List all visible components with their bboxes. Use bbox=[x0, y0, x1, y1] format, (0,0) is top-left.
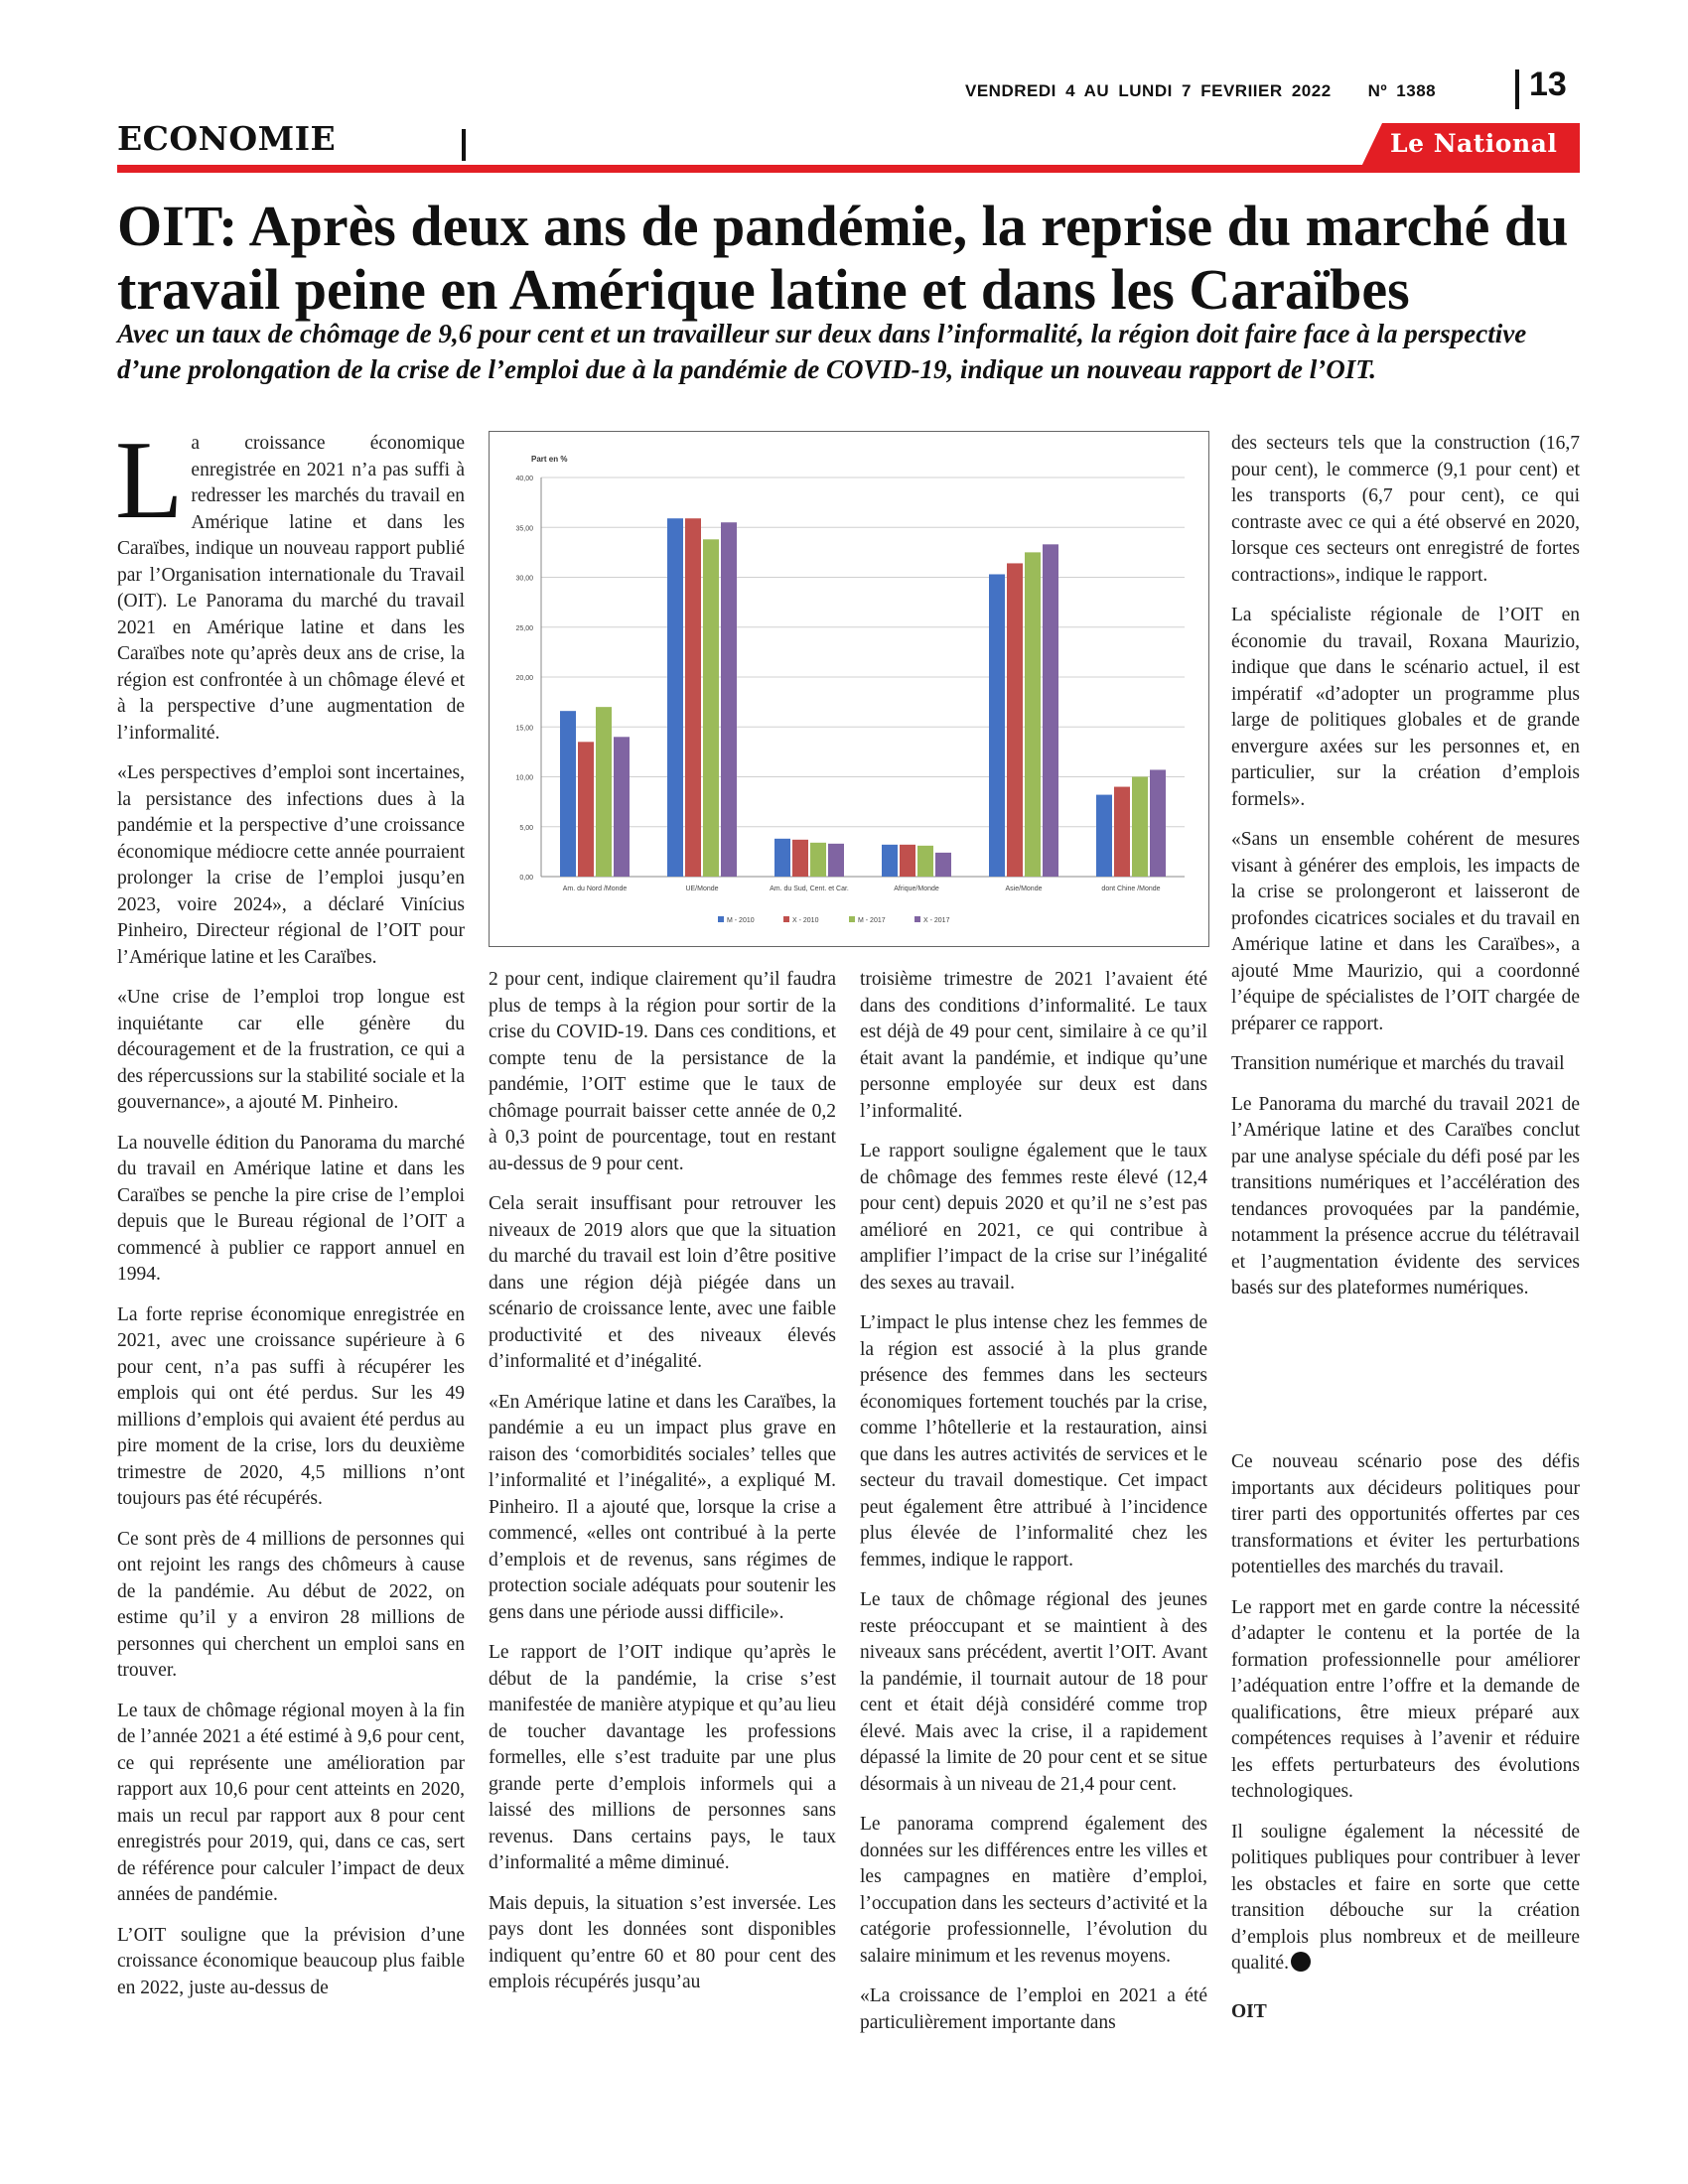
bar bbox=[882, 845, 898, 877]
paragraph: La spécialiste régionale de l’OIT en économie du travail, Roxana Maurizio, indique que dans le scénario actuel, il est impératif «d’adopter un programme plus large de politiques globales et de grande envergure axées sur les personnes et, en particulier, sur la création d’emplois formels». bbox=[1231, 605, 1580, 810]
page-number: 13 bbox=[1529, 66, 1567, 103]
paragraph: Le rapport de l’OIT indique qu’après le début de la pandémie, la crise s’est manifestée de manière atypique et qu’au lieu de toucher davantage les professions formelles, elle s’est traduite par une plus grande perte d’emplois informels qui a laissé des millions de personnes sans revenus. Dans certains pays, le taux d’informalité a même diminué. bbox=[489, 1642, 836, 1873]
article-signature: OIT bbox=[1231, 2000, 1267, 2022]
legend-label: X - 2017 bbox=[923, 917, 950, 924]
header-rule bbox=[117, 165, 1580, 173]
paragraph: La forte reprise économique enregistrée en 2021, avec une croissance supérieure à 6 pour cent, n’a pas suffi à récupérer les emplois qui ont été perdus. Sur les 49 millions d’emplois qui avaient été perdus au pire moment de la crise, lors du deuxième trimestre de 2020, 4,5 millions n’ont toujours pas été récupérés. bbox=[117, 1303, 465, 1509]
bar bbox=[900, 845, 915, 877]
paragraph: L’OIT souligne que la prévision d’une croissance économique beaucoup plus faible en 2022, juste au-dessus de bbox=[117, 1924, 465, 1998]
y-tick-label: 30,00 bbox=[515, 575, 533, 583]
brand-logo: Le National bbox=[1390, 129, 1558, 158]
paragraph: Ce nouveau scénario pose des défis importants aux décideurs politiques pour tirer parti des opportunités offertes par ces transformations et éviter les perturbations potentielles des marchés du travail. bbox=[1231, 1451, 1580, 1577]
bar bbox=[578, 742, 594, 877]
y-tick-label: 25,00 bbox=[515, 624, 533, 632]
paragraph: «Les perspectives d’emploi sont incertaines, la persistance des infections dues à la pandémie et la perspective d’une croissance économique médiocre cette année pourraient prolonger la crise de l’emploi jusqu’en 2023, voire 2024», a déclaré Vinícius Pinheiro, Directeur régional de l’OIT pour l’Amérique latine et les Caraïbes. bbox=[117, 762, 465, 968]
drop-cap: L bbox=[115, 419, 184, 542]
paragraph: Cela serait insuffisant pour retrouver les niveaux de 2019 alors que que la situation du marché du travail est loin d’être positive dans une région déjà piégée dans un scénario de croissance lente, avec une faible productivité et des niveaux élevés d’informalité et d’inégalité. bbox=[489, 1193, 836, 1372]
bar bbox=[560, 711, 576, 877]
dateline bbox=[965, 81, 1436, 101]
legend-label: X - 2010 bbox=[792, 917, 819, 924]
article-headline: OIT: Après deux ans de pandémie, la reprise du marché du travail peine en Amérique latine et dans les Caraïbes bbox=[117, 194, 1569, 322]
article-standfirst: Avec un taux de chômage de 9,6 pour cent et un travailleur sur deux dans l’informalité, la région doit faire face à la perspective d’une prolongation de la crise de l’emploi due à la pandémie de COVID-19, indique un nouveau rapport de l’OIT. bbox=[117, 319, 1527, 384]
bar bbox=[667, 518, 683, 877]
legend-swatch bbox=[849, 916, 855, 922]
paragraph: Le rapport met en garde contre la nécessité d’adapter le contenu et la portée de la formation professionnelle pour améliorer l’adéquation entre l’offre et la demande de qualifications, être mieux préparé aux compétences requises à l’avenir et réduire les effets perturbateurs des évolutions technologiques. bbox=[1231, 1596, 1580, 1802]
legend-swatch bbox=[783, 916, 789, 922]
date-text: VENDREDI 4 AU LUNDI 7 FEVRIIER 2022 bbox=[965, 81, 1332, 100]
bar bbox=[1114, 787, 1130, 877]
paragraph: Le Panorama du marché du travail 2021 de l’Amérique latine et des Caraïbes conclut par une analyse spéciale du défi posé par les transitions numériques et l’accélération des tendances provoquées par la pandémie, notamment la présence accrue du télétravail et l’augmentation évidente des services basés sur des plateformes numériques. bbox=[1231, 1093, 1580, 1298]
bar bbox=[685, 518, 701, 877]
end-mark-icon bbox=[1291, 1952, 1311, 1972]
paragraph: La croissance économique enregistrée en 2021 n’a pas suffi à redresser les marchés du travail en Amérique latine et dans les Caraïbes, indique un nouveau rapport publié par l’Organisation internationale du Travail (OIT). Le Panorama du marché du travail 2021 en Amérique latine et dans les Caraïbes note qu’après deux ans de crise, la région est confrontée à un chômage élevé et à la perspective d’une augmentation de l’informalité. bbox=[115, 419, 465, 744]
x-tick-label: Am. du Sud, Cent. et Car. bbox=[770, 886, 849, 892]
bar bbox=[721, 522, 737, 877]
article-column-4-continued bbox=[1231, 1449, 1580, 2039]
x-tick-label: Am. du Nord /Monde bbox=[562, 886, 628, 892]
paragraph: troisième trimestre de 2021 l’avaient été dans des conditions d’informalité. Le taux est déjà de 49 pour cent, similaire à ce qu’il était avant la pandémie, et indique qu’une personne employée sur deux est dans l’informalité. bbox=[860, 969, 1207, 1122]
bar bbox=[1043, 544, 1058, 877]
bar bbox=[1150, 769, 1166, 877]
x-tick-label: Afrique/Monde bbox=[894, 886, 939, 892]
paragraph: Mais depuis, la situation s’est inversée. Les pays dont les données sont disponibles indiquent qu’entre 60 et 80 pour cent des emplois récupérés jusqu’au bbox=[489, 1892, 836, 1992]
legend-label: M - 2010 bbox=[727, 917, 755, 924]
page-number-divider bbox=[1515, 69, 1519, 109]
legend-label: M - 2017 bbox=[858, 917, 886, 924]
bar bbox=[1132, 777, 1148, 878]
bar-chart bbox=[489, 431, 1209, 947]
bar bbox=[792, 840, 808, 877]
bar bbox=[917, 846, 933, 877]
bar bbox=[774, 839, 790, 877]
y-tick-label: 5,00 bbox=[519, 824, 533, 832]
paragraph: Le rapport souligne également que le taux de chômage des femmes reste élevé (12,4 pour cent) depuis 2020 et qu’il ne s’est pas amélioré en 2021, ce qui contribue à amplifier l’impact de la crise sur l’inégalité des sexes au travail. bbox=[860, 1141, 1207, 1294]
y-tick-label: 0,00 bbox=[519, 875, 533, 882]
y-tick-label: 10,00 bbox=[515, 774, 533, 782]
paragraph: Il souligne également la nécessité de politiques publiques pour contribuer à lever les obstacles et faire en sorte que cette transition débouche sur la création d’emplois plus nombreux et de meilleure qualité. bbox=[1231, 1821, 1580, 1974]
paragraph: L’impact le plus intense chez les femmes de la région est associé à la plus grande présence des femmes dans les secteurs économiques fortement touchés par la crise, comme l’hôtellerie et la restauration, ainsi que dans les autres activités de services et le secteur du travail domestique. Cet impact peut également être attribué à l’incidence plus élevée de l’informalité chez les femmes, indique le rapport. bbox=[860, 1312, 1207, 1570]
paragraph: Le taux de chômage régional des jeunes reste préoccupant et se maintient à des niveaux sans précédent, avertit l’OIT. Avant la pandémie, il tournait autour de 18 pour cent et était déjà considéré comme trop élevé. Mais avec la crise, il a rapidement dépassé la limite de 20 pour cent et se situe désormais à un niveau de 21,4 pour cent. bbox=[860, 1589, 1207, 1795]
paragraph: «La croissance de l’emploi en 2021 a été particulièrement importante dans bbox=[860, 1985, 1207, 2033]
article-column-3 bbox=[860, 967, 1207, 2050]
y-axis-label: Part en % bbox=[531, 455, 568, 464]
paragraph: des secteurs tels que la construction (16,7 pour cent), le commerce (9,1 pour cent) et les transports (6,7 pour cent), ce qui contraste avec ce qui a été observé en 2020, lorsque ces secteurs ont enregistré de fortes contractions», indique le rapport. bbox=[1231, 433, 1580, 586]
bar bbox=[1096, 795, 1112, 877]
legend-swatch bbox=[914, 916, 920, 922]
chart-svg bbox=[490, 432, 1208, 946]
issue-number: Nº 1388 bbox=[1367, 81, 1437, 100]
subheading: Transition numérique et marchés du travail bbox=[1231, 1053, 1565, 1074]
section-divider bbox=[462, 129, 466, 161]
bar bbox=[596, 707, 612, 877]
bar bbox=[828, 844, 844, 877]
paragraph: 2 pour cent, indique clairement qu’il faudra plus de temps à la région pour sortir de la crise du COVID-19. Dans ces conditions, et compte tenu de la persistance de la pandémie, l’OIT estime que le taux de chômage pourrait baisser cette année de 0,2 à 0,3 point de pourcentage, tout en restant au-dessus de 9 pour cent. bbox=[489, 969, 836, 1174]
x-tick-label: dont Chine /Monde bbox=[1101, 886, 1161, 892]
paragraph: Le taux de chômage régional moyen à la fin de l’année 2021 a été estimé à 9,6 pour cent, ce qui représente une amélioration par rapport aux 10,6 pour cent atteints en 2020, mais un recul par rapport aux 8 pour cent enregistrés pour 2019, qui, dans ce cas, sert de référence pour calculer l’impact de deux années de pandémie. bbox=[117, 1700, 465, 1905]
bar bbox=[935, 853, 951, 877]
y-tick-label: 40,00 bbox=[515, 476, 533, 482]
bar bbox=[810, 843, 826, 877]
paragraph: «En Amérique latine et dans les Caraïbes, la pandémie a eu un impact plus grave en raison des ‘comorbidités sociales’ telles que l’informalité et l’inégalité», a expliqué M. Pinheiro. Il a ajouté que, lorsque la crise a commencé, «elles ont contribué à la perte d’emplois et de revenus, sans régimes de protection sociale adéquats pour soutenir les gens dans une période aussi difficile». bbox=[489, 1391, 836, 1623]
paragraph: La nouvelle édition du Panorama du marché du travail en Amérique latine et dans les Caraïbes se penche la pire crise de l’emploi depuis que le Bureau régional de l’OIT a commencé à publier ce rapport annuel en 1994. bbox=[117, 1132, 465, 1285]
bar bbox=[989, 574, 1005, 877]
y-tick-label: 35,00 bbox=[515, 525, 533, 533]
paragraph: «Une crise de l’emploi trop longue est inquiétante car elle génère du découragement et de la frustration, ce qui a des répercussions sur la stabilité sociale et la gouvernance», a ajouté M. Pinheiro. bbox=[117, 987, 465, 1113]
article-column-2 bbox=[489, 967, 836, 2010]
section-title: ECONOMIE bbox=[117, 119, 337, 158]
x-tick-label: Asie/Monde bbox=[1005, 886, 1043, 892]
bar bbox=[614, 737, 630, 877]
y-tick-label: 15,00 bbox=[515, 725, 533, 733]
y-tick-label: 20,00 bbox=[515, 675, 533, 682]
paragraph: Le panorama comprend également des données sur les différences entre les villes et les campagnes en matière d’emploi, l’occupation dans les secteurs d’activité et la catégorie professionnelle, l’évolution du salaire minimum et les revenus moyens. bbox=[860, 1814, 1207, 1967]
article-column-1 bbox=[115, 419, 465, 2015]
bar bbox=[1007, 563, 1023, 877]
bar bbox=[1025, 552, 1041, 877]
paragraph: Ce sont près de 4 millions de personnes qui ont rejoint les rangs des chômeurs à cause de la pandémie. Au début de 2022, on estime qu’il y a environ 28 millions de personnes qui cherchent un emploi sans en trouver. bbox=[117, 1528, 465, 1681]
bar bbox=[703, 539, 719, 877]
article-column-4 bbox=[1231, 431, 1580, 1316]
legend-swatch bbox=[718, 916, 724, 922]
paragraph: «Sans un ensemble cohérent de mesures visant à générer des emplois, les impacts de la crise se prolongeront et laisseront de profondes cicatrices sociales et du travail en Amérique latine et dans les Caraïbes», a ajouté Mme Maurizio, qui a coordonné l’équipe de spécialistes de l’OIT chargée de préparer ce rapport. bbox=[1231, 829, 1580, 1034]
x-tick-label: UE/Monde bbox=[685, 886, 719, 892]
